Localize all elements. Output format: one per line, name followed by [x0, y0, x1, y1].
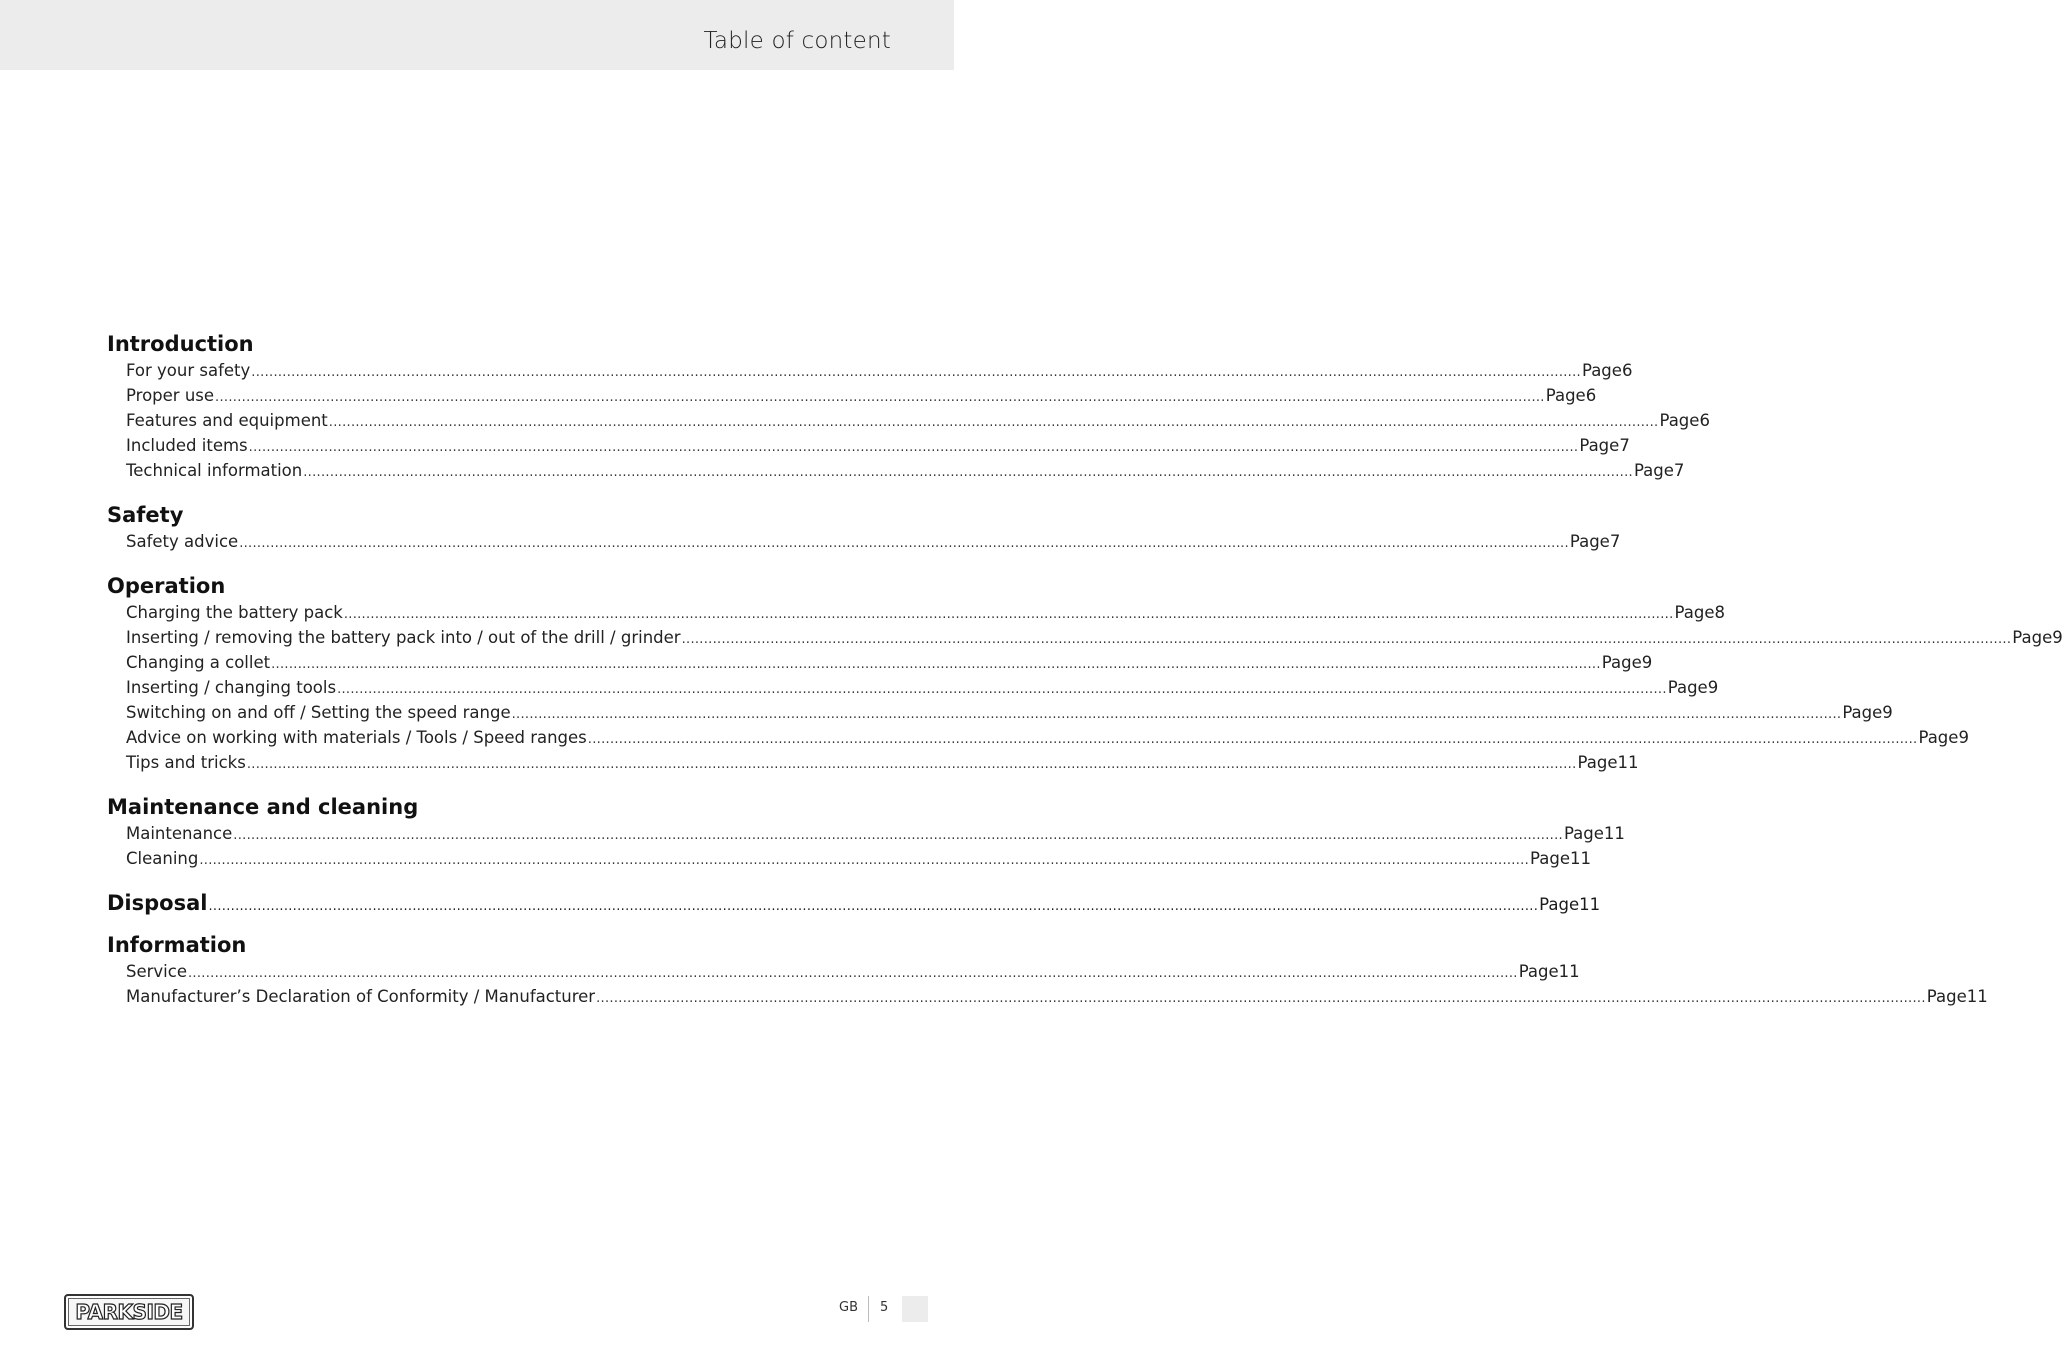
- toc-section-safety: [107, 501, 1621, 554]
- entry-label: Maintenance: [126, 824, 233, 843]
- toc-entry[interactable]: [107, 846, 1591, 871]
- section-title: Introduction: [107, 332, 254, 356]
- entry-label: Inserting / changing tools: [126, 678, 337, 697]
- section-title: Information: [107, 933, 247, 957]
- dot-leader: ............................................................................................................................................................................................................................................................................................................: [328, 415, 1659, 430]
- page-word: Page: [1539, 895, 1580, 914]
- section-title: Maintenance and cleaning: [107, 795, 419, 819]
- page-word: Page: [1633, 461, 1674, 480]
- entry-page-number: 11: [1579, 895, 1601, 914]
- dot-leader: ............................................................................................................................................................................................................................................................................................................: [199, 853, 1530, 868]
- entry-page-number: 7: [1609, 532, 1621, 551]
- toc-section-maintenance: [107, 793, 1625, 871]
- dot-leader: ............................................................................................................................................................................................................................................................................................................: [587, 732, 1918, 747]
- entry-label: Proper use: [126, 386, 215, 405]
- entry-label: Advice on working with materials / Tools / Speed ranges: [126, 728, 587, 747]
- dot-leader: ............................................................................................................................................................................................................................................................................................................: [596, 991, 1926, 1006]
- section-title: Operation: [107, 574, 226, 598]
- entry-label: Switching on and off / Setting the speed range: [126, 703, 511, 722]
- page-word: Page: [1563, 824, 1604, 843]
- toc-section-disposal[interactable]: [107, 889, 1601, 919]
- logo-text: PARKSIDE: [75, 1300, 183, 1324]
- page-title: Table of content: [703, 28, 891, 54]
- footer-divider: [868, 1296, 869, 1322]
- table-of-contents: [107, 330, 2063, 1027]
- entry-label: Changing a collet: [126, 653, 271, 672]
- page-word: Page: [1577, 753, 1618, 772]
- entry-label: Cleaning: [126, 849, 199, 868]
- entry-page-number: 6: [1699, 411, 1710, 430]
- page-number: 5: [880, 1300, 889, 1315]
- toc-section-operation: [107, 572, 2063, 775]
- page-word: Page: [1601, 653, 1642, 672]
- header-bar: [0, 0, 954, 70]
- entry-page-number: 11: [1603, 824, 1625, 843]
- toc-entry[interactable]: [107, 675, 1719, 700]
- dot-leader: ............................................................................................................................................................................................................................................................................................................: [343, 607, 1674, 622]
- dot-leader: ............................................................................................................................................................................................................................................................................................................: [511, 707, 1842, 722]
- entry-page-number: 9: [1707, 678, 1719, 697]
- toc-entry[interactable]: [107, 458, 1685, 483]
- entry-page-number: 7: [1619, 436, 1630, 455]
- entry-page-number: 9: [1641, 653, 1653, 672]
- toc-entry[interactable]: [107, 529, 1621, 554]
- toc-entry[interactable]: [107, 600, 1725, 625]
- page-word: Page: [1518, 962, 1559, 981]
- entry-label: Safety advice: [126, 532, 239, 551]
- toc-entry[interactable]: [107, 358, 1633, 383]
- entry-page-number: 6: [1621, 361, 1633, 380]
- toc-entry[interactable]: [107, 984, 1988, 1009]
- entry-page-number: 6: [1585, 386, 1597, 405]
- entry-page-number: 9: [1958, 728, 1969, 747]
- dot-leader: ............................................................................................................................................................................................................................................................................................................: [215, 390, 1545, 405]
- dot-leader: ............................................................................................................................................................................................................................................................................................................: [239, 536, 1569, 551]
- section-title: Safety: [107, 503, 184, 527]
- entry-label: Features and equipment: [126, 411, 328, 430]
- dot-leader: ............................................................................................................................................................................................................................................................................................................: [337, 682, 1667, 697]
- page-word: Page: [1530, 849, 1570, 868]
- page-word: Page: [1659, 411, 1700, 430]
- page-word: Page: [1581, 361, 1622, 380]
- entry-label: Tips and tricks: [126, 753, 246, 772]
- page-word: Page: [1667, 678, 1708, 697]
- dot-leader: ............................................................................................................................................................................................................................................................................................................: [233, 828, 1563, 843]
- dot-leader: ............................................................................................................................................................................................................................................................................................................: [681, 632, 2012, 647]
- toc-entry[interactable]: [107, 725, 1969, 750]
- dot-leader: ............................................................................................................................................................................................................................................................................................................: [187, 966, 1518, 981]
- section-title: Disposal: [107, 891, 208, 915]
- page-word: Page: [1918, 728, 1959, 747]
- toc-entry[interactable]: [107, 625, 2063, 650]
- entry-label: For your safety: [126, 361, 251, 380]
- entry-label: Inserting / removing the battery pack into / out of the drill / grinder: [126, 628, 681, 647]
- page-word: Page: [1569, 532, 1610, 551]
- toc-entry[interactable]: [107, 821, 1625, 846]
- dot-leader: ............................................................................................................................................................................................................................................................................................................: [248, 440, 1579, 455]
- toc-entry[interactable]: [107, 383, 1597, 408]
- entry-label: Manufacturer’s Declaration of Conformity / Manufacturer: [126, 987, 596, 1006]
- page-word: Page: [1926, 987, 1967, 1006]
- entry-label: Included items: [126, 436, 248, 455]
- toc-entry[interactable]: [107, 433, 1630, 458]
- entry-page-number: 11: [1617, 753, 1639, 772]
- page-word: Page: [1674, 603, 1715, 622]
- toc-entry[interactable]: [107, 408, 1710, 433]
- entry-page-number: 9: [2052, 628, 2063, 647]
- entry-page-number: 7: [1673, 461, 1685, 480]
- parkside-logo: [64, 1294, 194, 1330]
- dot-leader: ............................................................................................................................................................................................................................................................................................................: [208, 899, 1539, 914]
- language-code: GB: [839, 1300, 858, 1315]
- dot-leader: ............................................................................................................................................................................................................................................................................................................: [271, 657, 1601, 672]
- toc-entry[interactable]: [107, 959, 1580, 984]
- page-word: Page: [1579, 436, 1620, 455]
- toc-entry[interactable]: [107, 700, 1893, 725]
- entry-label: Charging the battery pack: [126, 603, 343, 622]
- entry-page-number: 11: [1966, 987, 1988, 1006]
- page-word: Page: [1842, 703, 1883, 722]
- dot-leader: ............................................................................................................................................................................................................................................................................................................: [251, 365, 1581, 380]
- entry-label: Technical information: [126, 461, 303, 480]
- entry-label: Service: [126, 962, 187, 981]
- footer-marker: [902, 1296, 928, 1322]
- page-word: Page: [2012, 628, 2053, 647]
- entry-page-number: 11: [1558, 962, 1580, 981]
- toc-section-information: [107, 931, 1988, 1009]
- entry-page-number: 9: [1882, 703, 1893, 722]
- dot-leader: ............................................................................................................................................................................................................................................................................................................: [246, 757, 1577, 772]
- toc-section-introduction: [107, 330, 1710, 483]
- page-word: Page: [1545, 386, 1586, 405]
- dot-leader: ............................................................................................................................................................................................................................................................................................................: [303, 465, 1633, 480]
- entry-page-number: 11: [1570, 849, 1591, 868]
- entry-page-number: 8: [1714, 603, 1725, 622]
- toc-entry[interactable]: [107, 750, 1639, 775]
- toc-entry[interactable]: [107, 650, 1653, 675]
